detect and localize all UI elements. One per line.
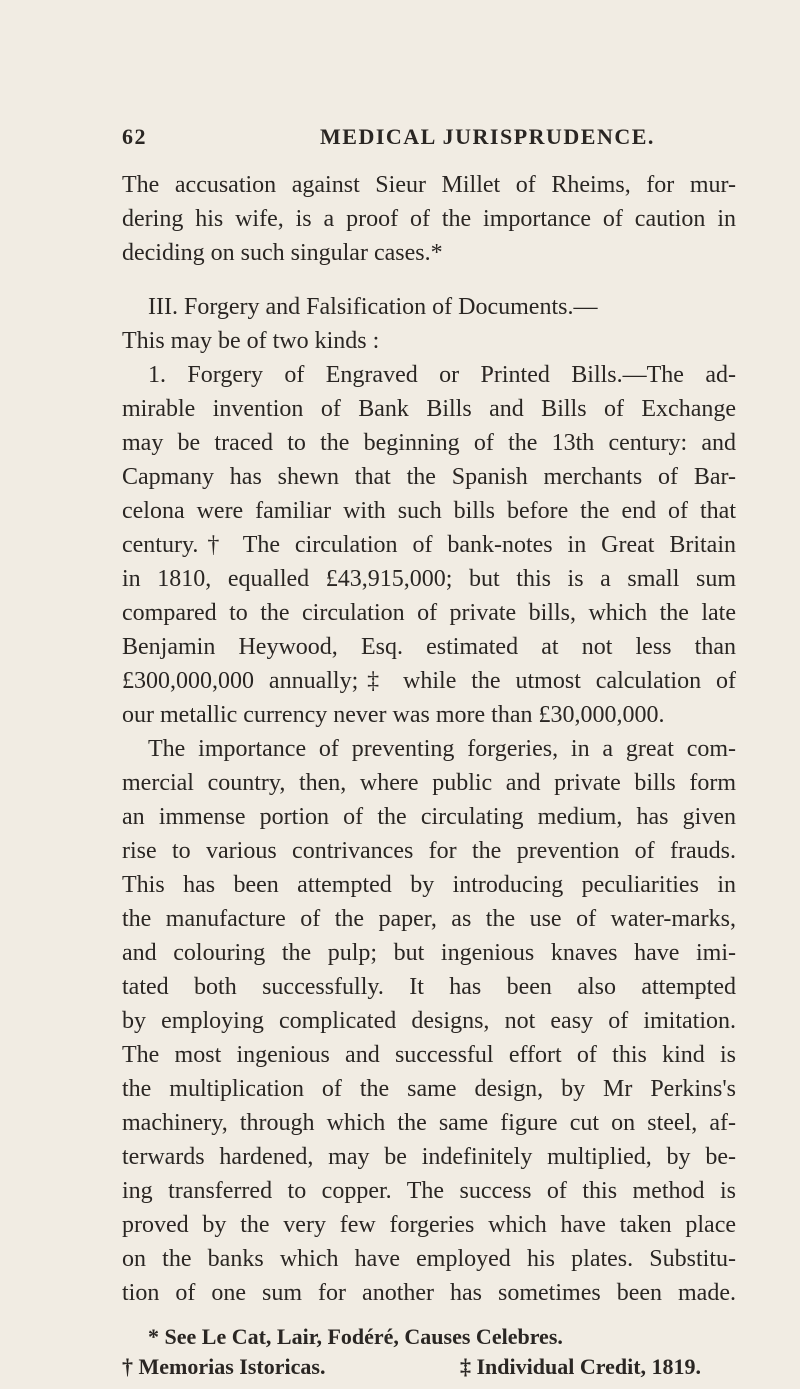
text-line: deciding on such singular cases.* [122,240,443,266]
text-line: tion of one sum for another has sometimes been made. [122,1280,736,1306]
text-line: Capmany has shewn that the Spanish merchants of Bar- [122,464,736,490]
text-line: may be traced to the beginning of the 13th century: and [122,430,736,456]
text-line: compared to the circulation of private bills, which the late [122,600,736,626]
text-line: and colouring the pulp; but ingenious knaves have imi- [122,940,736,966]
text-line: This may be of two kinds : [122,328,380,354]
running-title: MEDICAL JURISPRUDENCE. [320,124,655,149]
text-line: the multiplication of the same design, by Mr Perkins's [122,1076,736,1102]
text-line: £300,000,000 annually;‡ while the utmost calculation of [122,668,736,694]
text-line: proved by the very few forgeries which have taken place [122,1212,736,1238]
text-line: ing transferred to copper. The success of this method is [122,1178,736,1204]
text-line: Benjamin Heywood, Esq. estimated at not less than [122,634,736,660]
text-line: mirable invention of Bank Bills and Bills of Exchange [122,396,736,422]
text-line: This has been attempted by introducing peculiarities in [122,872,736,898]
text-line: in 1810, equalled £43,915,000; but this is a small sum [122,566,736,592]
text-line: tated both successfully. It has been also attempted [122,974,736,1000]
text-line: celona were familiar with such bills before the end of that [122,498,736,524]
footnote-dagger: † Memorias Istoricas. [122,1354,326,1379]
text-line: The most ingenious and successful effort of this kind is [122,1042,736,1068]
text-line: on the banks which have employed his plates. Substitu- [122,1246,736,1272]
text-line: terwards hardened, may be indefinitely multiplied, by be- [122,1144,736,1170]
text-line: The importance of preventing forgeries, in a great com- [148,736,736,762]
section-heading: III. Forgery and Falsification of Documents.— [148,294,598,320]
text-line: an immense portion of the circulating medium, has given [122,804,736,830]
text-line: our metallic currency never was more than £30,000,000. [122,702,665,728]
text-line: dering his wife, is a proof of the importance of caution in [122,206,736,232]
footnote-double-dagger: ‡ Individual Credit, 1819. [460,1354,702,1379]
text-line: the manufacture of the paper, as the use of water-marks, [122,906,736,932]
text-line: century.† The circulation of bank-notes in Great Britain [122,532,736,558]
footnote-star: * See Le Cat, Lair, Fodéré, Causes Celebres. [148,1324,563,1349]
footnote-row [122,1354,702,1380]
text-line: The accusation against Sieur Millet of Rheims, for mur- [122,172,736,198]
text-line: 1. Forgery of Engraved or Printed Bills.—The ad- [148,362,736,388]
page-number: 62 [122,124,147,149]
text-line: mercial country, then, where public and private bills form [122,770,736,796]
text-line: machinery, through which the same figure cut on steel, af- [122,1110,736,1136]
text-line: by employing complicated designs, not easy of imitation. [122,1008,736,1034]
text-line: rise to various contrivances for the prevention of frauds. [122,838,736,864]
